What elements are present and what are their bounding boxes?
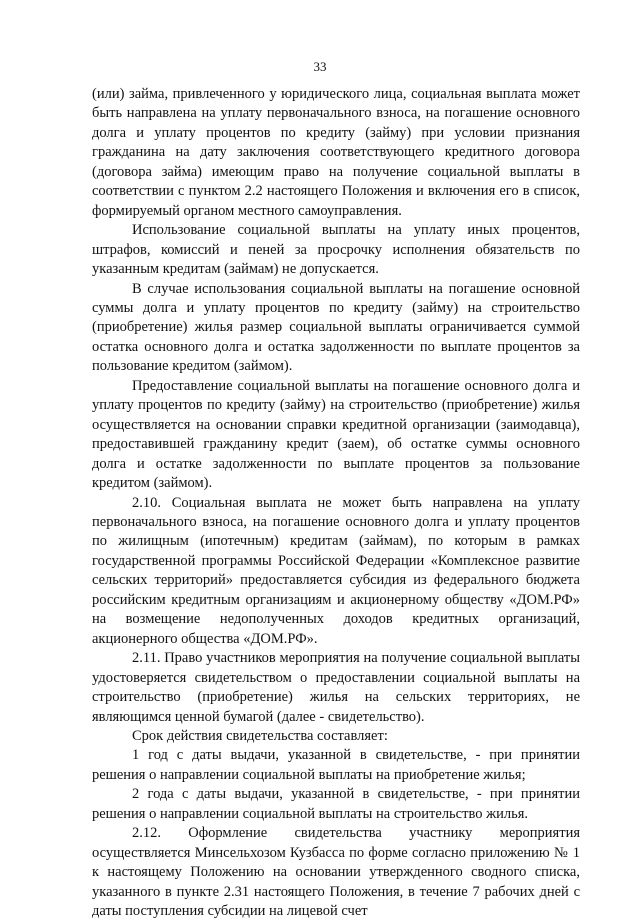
- paragraph: 2 года с даты выдачи, указанной в свидетельстве, - при принятии решения о направлении социальной выплаты на строительство жилья.: [92, 786, 580, 822]
- paragraph: Предоставление социальной выплаты на погашение основного долга и уплату процентов по кредиту (займу) на строительство (приобретение) жилья осуществляется на основании справки кредитной организации (заимодавца), предоставившей гражданину кредит (заем), об остатке суммы основного долга и остатке задолженности по выплате процентов за пользование кредитом (займом).: [92, 377, 580, 492]
- paragraph: 1 год с даты выдачи, указанной в свидетельстве, - при принятии решения о направлении социальной выплаты на приобретение жилья;: [92, 747, 580, 783]
- paragraph: 2.12. Оформление свидетельства участнику мероприятия осуществляется Минсельхозом Кузбасса по форме согласно приложению № 1 к настоящему Положению на основании утвержденного сводного списка, указанного в пункте 2.31 настоящего Положения, в течение 7 рабочих дней с даты поступления субсидии на лицевой счет: [92, 825, 580, 920]
- paragraph: Использование социальной выплаты на уплату иных процентов, штрафов, комиссий и пеней за просрочку исполнения обязательств по указанным кредитам (займам) не допускается.: [92, 222, 580, 278]
- paragraph: Срок действия свидетельства составляет:: [132, 727, 388, 744]
- paragraph: В случае использования социальной выплаты на погашение основной суммы долга и уплату процентов по кредиту (займу) на строительство (приобретение) жилья размер социальной выплаты ограничивается суммой остатка основного долга и остатка задолженности по выплате процентов за пользование кредитом (займом).: [92, 280, 580, 375]
- paragraph: (или) займа, привлеченного у юридического лица, социальная выплата может быть направлена на уплату первоначального взноса, на погашение основного долга и уплату процентов по кредиту (займу) при условии признания гражданина на дату заключения соответствующего кредитного договора (договора займа) имеющим право на получение социальной выплаты в соответствии с пунктом 2.2 настоящего Положения и включения его в список, формируемый органом местного самоуправления.: [92, 86, 580, 219]
- paragraph: 2.10. Социальная выплата не может быть направлена на уплату первоначального взноса, на погашение основного долга и уплату процентов по жилищным (ипотечным) кредитам (займам), по которым в рамках государственной программы Российской Федерации «Комплексное развитие сельских территорий» предоставляется субсидия из федерального бюджета российским кредитным организациям и акционерному обществу «ДОМ.РФ» на возмещение недополученных доходов кредитных организаций, акционерного общества «ДОМ.РФ».: [92, 494, 580, 647]
- paragraph: 2.11. Право участников мероприятия на получение социальной выплаты удостоверяется свидетельством о предоставлении социальной выплаты на строительство (приобретение) жилья на сельских территориях, не являющимся ценной бумагой (далее - свидетельство).: [92, 650, 580, 725]
- document-body: [92, 85, 580, 921]
- page-number: 33: [313, 59, 327, 74]
